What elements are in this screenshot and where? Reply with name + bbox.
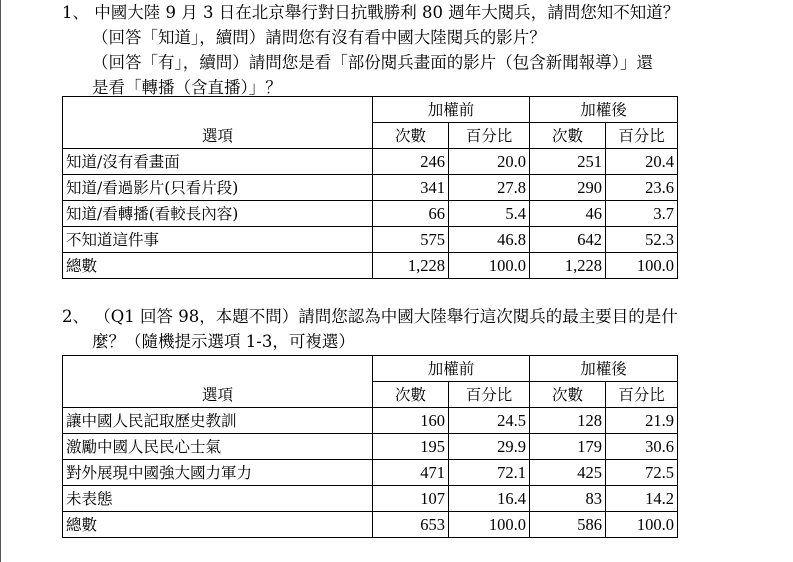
- cell-percent-after: 52.3: [606, 227, 678, 253]
- column-header-count: 次數: [373, 123, 449, 149]
- row-label: 總數: [63, 253, 373, 279]
- column-header-percent: 百分比: [606, 123, 678, 149]
- row-label: 未表態: [63, 486, 373, 512]
- cell-percent-before: 20.0: [449, 149, 530, 175]
- cell-percent-before: 24.5: [449, 408, 530, 434]
- question-2: [62, 304, 678, 354]
- cell-count-after: 251: [530, 149, 606, 175]
- cell-count-before: 107: [373, 486, 449, 512]
- cell-percent-after: 30.6: [606, 434, 678, 460]
- question-1-line-1: 1、 中國大陸 9 月 3 日在北京舉行對日抗戰勝利 80 週年大閱兵，請問您知不知道？: [62, 3, 680, 22]
- cell-percent-before: 27.8: [449, 175, 530, 201]
- column-header-option: 選項: [63, 356, 373, 408]
- column-header-option: 選項: [63, 97, 373, 149]
- cell-percent-after: 14.2: [606, 486, 678, 512]
- table-row: [63, 434, 678, 460]
- cell-count-before: 66: [373, 201, 449, 227]
- row-label: 總數: [63, 512, 373, 538]
- table-row: [63, 460, 678, 486]
- question-1-line-3: （回答「有」，續問）請問您是看「部份閱兵畫面的影片（包含新聞報導）」還: [92, 53, 653, 72]
- cell-count-after: 128: [530, 408, 606, 434]
- table-row: [63, 486, 678, 512]
- question-2-table: [62, 355, 678, 538]
- question-1-line-4: 是看「轉播（含直播）」？: [92, 78, 282, 97]
- cell-count-before: 160: [373, 408, 449, 434]
- cell-count-before: 341: [373, 175, 449, 201]
- cell-percent-after: 72.5: [606, 460, 678, 486]
- cell-count-after: 1,228: [530, 253, 606, 279]
- cell-count-after: 425: [530, 460, 606, 486]
- row-label: 知道/看過影片(只看片段): [63, 175, 373, 201]
- column-header-count: 次數: [530, 123, 606, 149]
- cell-count-before: 195: [373, 434, 449, 460]
- table-row: [63, 175, 678, 201]
- cell-count-after: 83: [530, 486, 606, 512]
- table-row: [63, 149, 678, 175]
- column-header-percent: 百分比: [449, 382, 530, 408]
- question-1: [62, 0, 679, 100]
- cell-percent-before: 100.0: [449, 512, 530, 538]
- table-row: [63, 408, 678, 434]
- question-1-line-2: （回答「知道」，續問）請問您有沒有看中國大陸閱兵的影片？: [92, 28, 546, 47]
- column-group-after: 加權後: [530, 97, 678, 123]
- column-group-before: 加權前: [373, 356, 530, 382]
- column-header-percent: 百分比: [606, 382, 678, 408]
- table-header-group-row: [63, 356, 678, 382]
- row-label: 讓中國人民記取歷史教訓: [63, 408, 373, 434]
- table-row: [63, 201, 678, 227]
- cell-count-before: 246: [373, 149, 449, 175]
- cell-percent-before: 72.1: [449, 460, 530, 486]
- column-group-before: 加權前: [373, 97, 530, 123]
- column-header-count: 次數: [373, 382, 449, 408]
- cell-count-after: 46: [530, 201, 606, 227]
- cell-percent-after: 21.9: [606, 408, 678, 434]
- cell-count-before: 1,228: [373, 253, 449, 279]
- cell-percent-after: 100.0: [606, 512, 678, 538]
- table-total-row: [63, 253, 678, 279]
- row-label: 激勵中國人民民心士氣: [63, 434, 373, 460]
- row-label: 知道/看轉播(看較長內容): [63, 201, 373, 227]
- column-header-percent: 百分比: [449, 123, 530, 149]
- cell-count-after: 586: [530, 512, 606, 538]
- row-label: 不知道這件事: [63, 227, 373, 253]
- column-group-after: 加權後: [530, 356, 678, 382]
- table-total-row: [63, 512, 678, 538]
- question-2-line-1: 2、 （Q1 回答 98，本題不問）請問您認為中國大陸舉行這次閱兵的最主要目的是什: [62, 307, 678, 326]
- question-1-table: [62, 96, 678, 279]
- cell-percent-before: 46.8: [449, 227, 530, 253]
- table-row: [63, 227, 678, 253]
- cell-count-before: 471: [373, 460, 449, 486]
- row-label: 對外展現中國強大國力軍力: [63, 460, 373, 486]
- cell-percent-before: 5.4: [449, 201, 530, 227]
- cell-percent-after: 100.0: [606, 253, 678, 279]
- column-header-count: 次數: [530, 382, 606, 408]
- cell-count-after: 642: [530, 227, 606, 253]
- cell-count-after: 179: [530, 434, 606, 460]
- table-header-group-row: [63, 97, 678, 123]
- question-2-line-2: 麼？（隨機提示選項 1-3，可複選）: [92, 332, 355, 351]
- cell-percent-before: 16.4: [449, 486, 530, 512]
- cell-count-before: 575: [373, 227, 449, 253]
- cell-count-after: 290: [530, 175, 606, 201]
- row-label: 知道/沒有看畫面: [63, 149, 373, 175]
- page-left-edge: [0, 0, 1, 562]
- cell-percent-after: 20.4: [606, 149, 678, 175]
- cell-count-before: 653: [373, 512, 449, 538]
- cell-percent-before: 100.0: [449, 253, 530, 279]
- cell-percent-before: 29.9: [449, 434, 530, 460]
- cell-percent-after: 3.7: [606, 201, 678, 227]
- cell-percent-after: 23.6: [606, 175, 678, 201]
